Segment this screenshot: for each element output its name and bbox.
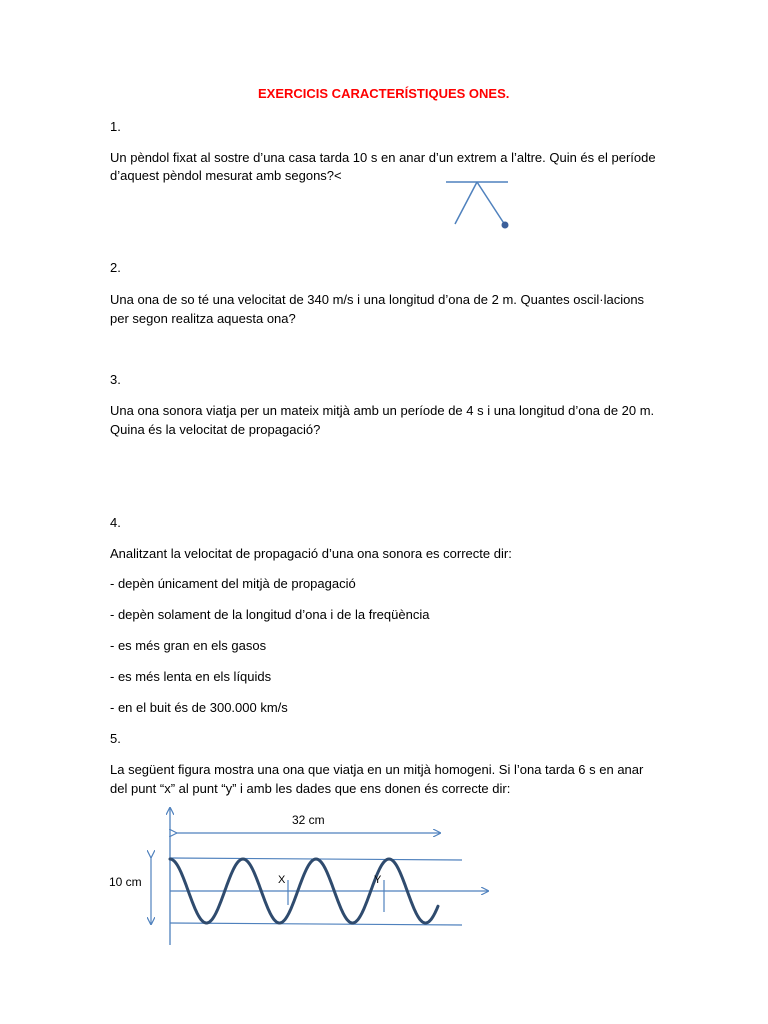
question-3-number: 3. (110, 372, 121, 387)
question-4-option-2: - depèn solament de la longitud d’ona i de la freqüència (110, 607, 430, 622)
question-2-number: 2. (110, 260, 121, 275)
question-4-option-4: - es més lenta en els líquids (110, 669, 272, 684)
question-3-line-1: Una ona sonora viatja per un mateix mitjà amb un període de 4 s i una longitud d’ona de 20 m. (110, 403, 655, 418)
question-4-option-1: - depèn únicament del mitjà de propagació (110, 576, 356, 591)
question-4-number: 4. (110, 515, 121, 530)
point-y-label: Y (374, 874, 382, 886)
question-1-line-1: Un pèndol fixat al sostre d’una casa tarda 10 s en anar d’un extrem a l’altre. Quin és el període (110, 150, 656, 165)
question-1-line-2: d’aquest pèndol mesurat amb segons?< (110, 168, 342, 183)
question-4-option-3: - es més gran en els gasos (110, 638, 267, 653)
question-2-line-1: Una ona de so té una velocitat de 340 m/s i una longitud d’ona de 2 m. Quantes oscil·lacions (110, 292, 645, 307)
amplitude-label: 10 cm (109, 875, 142, 889)
wave-trough-line (170, 923, 462, 925)
question-3-line-2: Quina és la velocitat de propagació? (110, 422, 321, 437)
page-title: EXERCICIS CARACTERÍSTIQUES ONES. (258, 86, 510, 101)
question-5-number: 5. (110, 731, 121, 746)
question-5-line-1: La següent figura mostra una ona que viatja en un mitjà homogeni. Si l’ona tarda 6 s en anar (110, 762, 644, 777)
question-4-line-1: Analitzant la velocitat de propagació d’una ona sonora es correcte dir: (110, 546, 512, 561)
point-x-label: X (278, 874, 286, 886)
wavelength-label: 32 cm (292, 813, 325, 827)
question-4-option-5: - en el buit és de 300.000 km/s (110, 700, 288, 715)
question-1-number: 1. (110, 119, 121, 134)
question-2-line-2: per segon realitza aquesta ona? (110, 311, 296, 326)
question-5-line-2: del punt “x” al punt “y” i amb les dades que ens donen és correcte dir: (110, 781, 511, 796)
